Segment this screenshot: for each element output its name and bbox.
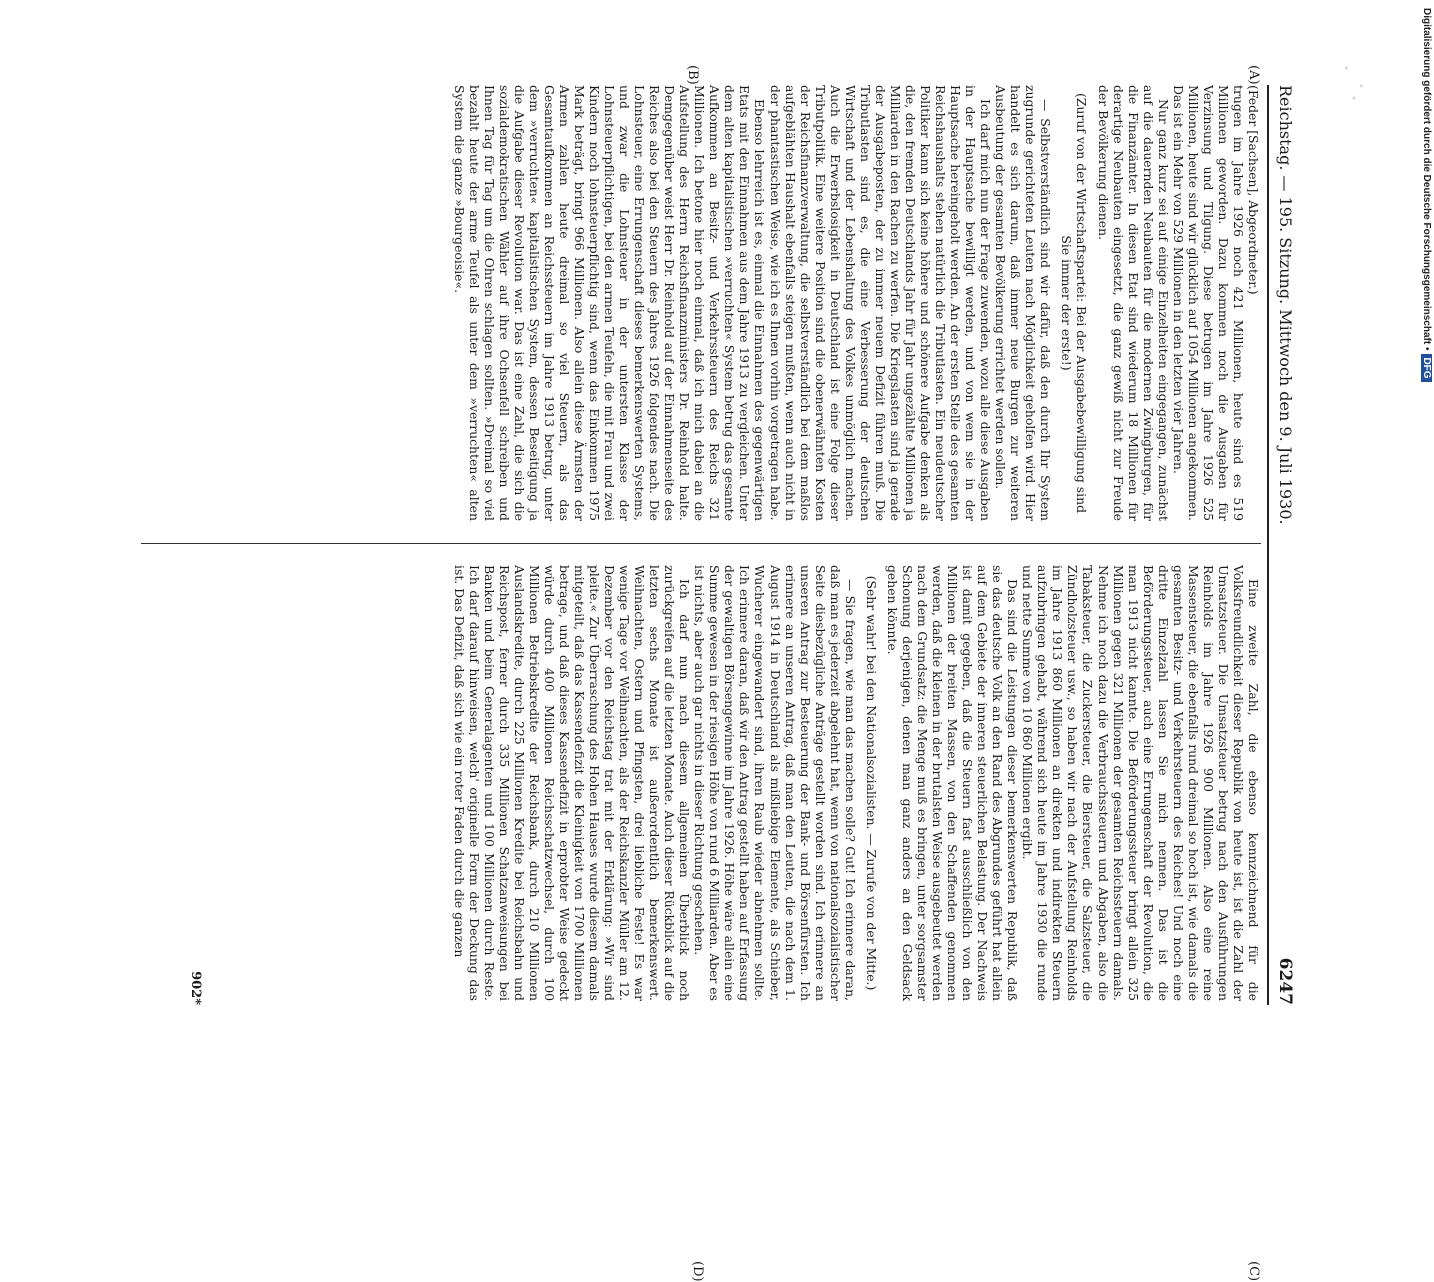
speaker-line: (Feder [Sachsen], Abgeordneter.): [1246, 85, 1261, 295]
interjection: (Zuruf von der Wirtschaftspartei: Bei der Ausgabebewilligung sind Sie immer der erste!): [1059, 92, 1090, 513]
dfg-logo: DFG: [1421, 354, 1432, 381]
margin-mark-b: (B): [685, 65, 700, 85]
header-title: Reichstag. — 195. Sitzung. Mittwoch den 9. Juli 1930.: [1276, 85, 1295, 525]
paragraph: Eine zweite Zahl, die ebenso kennzeichnend für die Volksfreundlichkeit dieser Republik von heute ist, ist die Zahl der Umsatzsteuer. Die Umsatzsteuer betrug nach den Ausführungen Reinholds im Jahre 1926 900 Millionen. Also eine reine Massensteuer, die ebenfalls rund dreimal so hoch ist, wie damals die gesamten Besitz- und Verkehrsteuern des Reiches! Und noch eine dritte Einzelzahl lassen Sie mich nennen. Das ist die Beförderungssteuer, auch eine Errungenschaft der Revolution, die man 1913 nicht kannte. Die Beförderungssteuer bringt allein 325 Millionen gegen 321 Millionen der gesamten Reichssteuern damals. Nehme ich noch dazu die Verbrauchssteuern und Abgaben, also die Tabaksteuer, die Zuckersteuer, die Biersteuer, die Salzsteuer, die Zündholzsteuer usw., so haben wir nach der Aufstellung Reinholds im Jahre 1913 860 Millionen an direkten und indirekten Steuern aufzubringen gehabt, während sich heute im Jahre 1930 die runde und nette Summe von 10 860 Millionen ergibt.: [1020, 565, 1261, 1001]
header-rule: [1267, 85, 1269, 1005]
paragraph: — Sie fragen, wie man das machen solle? Gut! Ich erinnere daran, daß man es jederzeit abgelehnt hat, wenn von nationalsozialistischer Seite diesbezügliche Anträge gestellt worden sind. Ich erinnere an unseren Antrag zur Besteuerung der Bank- und Börsenfürsten. Ich erinnere an unseren Antrag, daß man den Leuten, die nach dem 1. August 1914 in Deutschland als mißliebige Elemente, als Schieber, Wucherer eingewandert sind, ihren Raub wieder abnehmen sollte. Ich erinnere daran, daß wir den Antrag gestellt haben auf Erfassung der gewaltigen Börsengewinne im Jahre 1926. Höhe wäre allein eine Summe gewesen in der riesigen Höhe von rund 6 Milliarden. Aber es ist nichts, aber auch gar nichts in dieser Richtung geschehen.: [692, 565, 858, 1001]
paragraph: Ebenso lehrreich ist es, einmal die Einnahmen des gegenwärtigen Etats mit den Einnahmen aus dem Jahre 1913 zu vergleichen. Unter dem alten kapitalistischen »verruchten« System betrug das gesamte Aufkommen an Besitz- und Verkehrssteuern des Reichs 321 Millionen. Ich betone hier noch einmal, daß ich mich dabei an die Aufstellung des Herrn Reichsfinanzministers Dr. Reinhold halte. Demgegenüber weist Herr Dr. Reinhold auf der Einnahmenseite des Reiches also bei den Steuern des Jahres 1926 folgendes nach. Die Lohnsteuer, eine Errungenschaft dieses bemerkenswerten Systems, und zwar die Lohnsteuer in der untersten Klasse der Lohnsteuerpflichtigen, bei den armen Teufeln, die mit Frau und zwei Kindern noch lohnsteuerpflichtig sind, wenn das Einkommen 1975 Mark beträgt, bringt 966 Millionen. Also allein diese Ärmsten der Armen zahlen heute dreimal so viel Steuern, als das Gesamtaufkommen an Reichssteuern im Jahre 1913 betrug, unter dem »verruchten« kapitalistischen System, dessen Beseitigung ja die Aufgabe dieser Revolution war. Das ist eine Zahl, die sich die sozialdemokratischen Wähler auf ihre Ochsenfell schreiben und Ihnen Tag für Tag um die Ohren schlagen sollten. »Dreimal so viel bezahlt heute der arme Teufel als unter dem »verruchten« alten System die ganze »Bourgeoisie«.: [451, 85, 768, 521]
page-number: 6247: [1275, 957, 1295, 1005]
scan-speckle: [1335, 50, 1373, 110]
paragraph: Das sind die Leistungen dieser bemerkenswerten Republik, daß sie das deutsche Volk an den Rand des Abgrundes geführt hat allein auf dem Gebiete der inneren steuerlichen Belastung. Der Nachweis ist damit gegeben, daß die Steuern fast ausschließlich von den Millionen der breiten Massen, von den Schaffenden genommen werden, daß die kleinen in der brutalsten Weise ausgebeutet werden nach dem Grundsatz: die Menge muß es bringen, unter sorgsamster Schonung derjenigen, denen man ganz anders an den Geldsack gehen könnte.: [884, 565, 1021, 1001]
right-column: [452, 565, 1261, 1001]
margin-mark-d: (D): [690, 1261, 705, 1282]
paragraph: Nur ganz kurz sei auf einige Einzelheiten eingegangen, zunächst auf die dauernden Neubauten für die modernen Zwingburgen, für die Finanzämter. In diesen Etat sind wiederum 18 Millionen für derartige Neubauten eingesetzt, die ganz gewiß nicht zur Freude der Bevölkerung dienen.: [1095, 85, 1171, 521]
document-page: [95, 65, 1295, 1282]
interjection: (Sehr wahr! bei den Nationalsozialisten. — Zurufe von der Mitte.): [863, 575, 879, 991]
dfg-credit: [1421, 8, 1432, 382]
paragraph: Ich darf mich nun der Frage zuwenden, wozu alle diese Ausgaben in der Hauptsache bewilligt werden, und von wem sie in der Hauptsache hereingeholt werden. An der ersten Stelle des gesamten Reichshaushalts stehen natürlich die Tributlasten. Ein neudeutscher Politiker kann sich keine höhere und schönere Aufgabe denken als die, den fremden Deutschlands Jahr für Jahr ungezählte Millionen ja Milliarden in den Rachen zu werfen. Die Kriegslasten sind ja gerade der Ausgabeposten, der zu immer neuem Defizit führen muß. Die Tributlasten sind es, die eine Verbesserung der deutschen Wirtschaft und der Lebenshaltung des Volkes unmöglich machen. Auch die Erwerbslosigkeit in Deutschland ist eine Folge dieser Tributpolitik. Eine weitere Position sind die obenerwähnten Kosten der Reichsfinanzverwaltung, die selbstverständlich bei dem maßlos aufgeblähten Haushalt ebenfalls steigen mußten, wenn auch nicht in der phantastischen Weise, wie ich es Ihnen vorhin vorgetragen habe.: [767, 85, 994, 521]
paragraph: — Selbstverständlich sind wir dafür, daß den durch Ihr System zugrunde gerichteten Leuten nach Möglichkeit geholfen wird. Hier handelt es sich darum, daß immer neue Burgen zur weiteren Ausbeutung der gesamten Bevölkerung errichtet werden sollen.: [993, 85, 1054, 521]
margin-mark-a: (A): [1246, 65, 1261, 85]
margin-mark-c: (C): [1246, 1261, 1261, 1282]
paragraph: Ich darf nun nach diesem allgemeinen Überblick noch zurückgreifen auf die letzten Monate. Auch dieser Rückblick auf die letzten sechs Monate ist außerordentlich bemerkenswert. Weihnachten, Ostern und Pfingsten, drei liebliche Feste! Es war wenige Tage vor Weihnachten, als der Reichskanzler Müller am 12. Dezember vor den Reichstag trat mit der Erklärung: »Wir sind pleite.« Zur Überraschung des Hohen Hauses wurde diesem damals mitgeteilt, daß das Kassendefizit die Kleinigkeit von 1700 Millionen betrage, und daß dieses Kassendefizit in erprobter Weise gedeckt würde durch 400 Millionen Reichsschatzwechsel, durch 100 Millionen Betriebskredite der Reichsbank, durch 210 Millionen Auslandskredite, durch 225 Millionen Kredite bei Reichsbahn und Reichspost, ferner durch 335 Millionen Schatzanweisungen bei Banken und beim Generalagenten und 100 Millionen durch Reste. Ich darf darauf hinweisen, welch' originelle Form der Deckung das ist. Das Defizit, daß sich wie ein roter Faden durch die ganzen: [451, 565, 693, 1001]
page-header: [1267, 85, 1295, 1005]
dfg-sidebar: [1418, 8, 1432, 988]
footer-mark: 902*: [188, 971, 203, 1005]
paragraph: trugen im Jahre 1926 noch 421 Millionen, heute sind es 519 Millionen geworden. Dazu kommen noch die Ausgaben für Verzinsung und Tilgung. Diese betrugen im Jahre 1926 525 Millionen, heute sind wir glücklich auf 1054 Millionen angekommen. Das ist ein Mehr von 529 Millionen in den letzten vier Jahren.: [1170, 85, 1246, 521]
dfg-credit-text: Digitalisierung gefördert durch die Deutsche Forschungsgemeinschaft •: [1421, 8, 1432, 351]
left-column: [452, 85, 1261, 521]
column-divider: [141, 543, 1261, 544]
